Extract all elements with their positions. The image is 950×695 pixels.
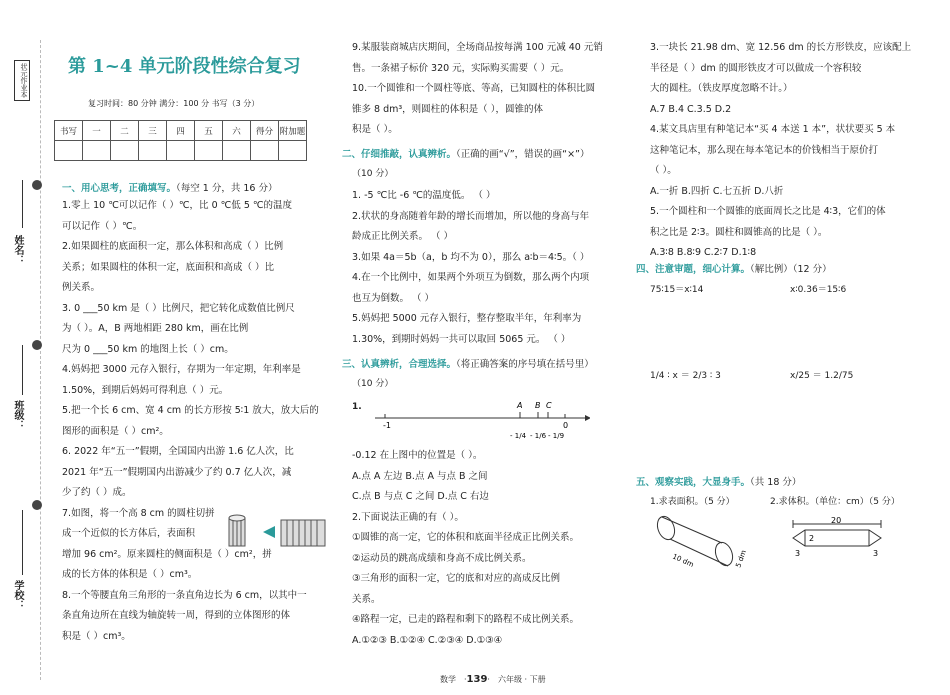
col3a-line: A.3∶8 B.8∶9 C.2∶7 D.1∶8 — [650, 247, 757, 258]
score-header-cell: 得分 — [251, 121, 279, 141]
col1-line: 为（ ）。A，B 两地相距 280 km，画在比例 — [62, 323, 249, 334]
col2c-line: 关系。 — [352, 593, 381, 605]
col2a-line: 积是（ ）。 — [352, 124, 398, 135]
col3a-line: A.一折 B.四折 C.七五折 D.八折 — [650, 185, 784, 197]
col3a-line: 4.某文具店里有种笔记本“买 4 本送 1 本”，状状要买 5 本 — [650, 124, 896, 135]
school-label: 学校： — [12, 580, 23, 610]
cylinder-figure — [650, 510, 750, 580]
tick-c: - 1/9 — [548, 432, 565, 440]
cylinder-diameter: 5 dm — [734, 549, 749, 569]
score-input-cell[interactable] — [279, 141, 307, 161]
score-header-cell: 书写 — [55, 121, 83, 141]
col1-line: 可以记作（ ）℃。 — [62, 220, 143, 232]
col2c-line: A.点 A 左边 B.点 A 与点 B 之间 — [352, 470, 488, 482]
page-title: 第 1~4 单元阶段性综合复习 — [68, 56, 301, 77]
numline-right: 0 — [563, 421, 569, 430]
col2b-line: 2.状状的身高随着年龄的增长而增加，所以他的身高与年 — [352, 210, 590, 222]
col3-questions-a — [650, 38, 932, 264]
col1-line: 3. 0 ___50 km 是（ ）比例尺，把它转化成数值比例尺 — [62, 302, 295, 314]
score-input-cell[interactable] — [111, 141, 139, 161]
score-header-cell: 五 — [195, 121, 223, 141]
col2b-line: 龄成正比例关系。 （ ） — [352, 231, 454, 242]
dimension-3-left: 3 — [795, 549, 801, 558]
col2c-line: -0.12 在上图中的位置是（ ）。 — [352, 450, 483, 461]
binding-hole — [32, 500, 42, 510]
score-header-cell: 附加题 — [279, 121, 307, 141]
col1-line: 6. 2022 年“五一”假期，全国国内出游 1.6 亿人次，比 — [62, 446, 294, 457]
section-1-questions — [62, 196, 332, 647]
equation-4: x/25 ＝ 1.2/75 — [790, 371, 854, 381]
score-header-cell: 二 — [111, 121, 139, 141]
col2c-line: ③三角形的面积一定，它的底和对应的高成反比例 — [352, 573, 561, 584]
score-header-cell: 六 — [223, 121, 251, 141]
col2a-line: 售。一条裙子标价 320 元，实际购买需要（ ）元。 — [352, 62, 570, 74]
binding-hole — [32, 180, 42, 190]
col3a-line: 半径是（ ）dm 的圆形铁皮才可以做成一个容积较 — [650, 62, 862, 74]
col3a-line: A.7 B.4 C.3.5 D.2 — [650, 103, 732, 115]
score-input-cell[interactable] — [223, 141, 251, 161]
point-c: C — [546, 401, 552, 410]
section-5-heading: 五、观察实践，大显身手。（共 18 分） — [636, 477, 802, 488]
col1-line: 1.零上 10 ℃可以记作（ ）℃，比 0 ℃低 5 ℃的温度 — [62, 200, 293, 211]
col2b-line: 3.如果 4a＝5b（a，b 均不为 0），那么 a∶b＝4∶5。（ ） — [352, 251, 590, 263]
score-table — [54, 120, 307, 161]
col1-line: 增加 96 cm²。原来圆柱的侧面积是（ ）cm²，拼 — [62, 548, 272, 560]
section-2-questions — [352, 186, 622, 350]
equation-2: x∶0.36＝15∶6 — [790, 285, 847, 295]
binding-hole — [32, 340, 42, 350]
col2-questions-a — [352, 38, 622, 141]
dimension-3-right: 3 — [873, 549, 879, 558]
col2c-line: ②运动员的跳高成绩和身高不成比例关系。 — [352, 552, 532, 564]
score-input-cell[interactable] — [55, 141, 83, 161]
col2b-line: 4.在一个比例中，如果两个外项互为倒数，那么两个内项 — [352, 272, 590, 283]
section-2-points: （10 分） — [352, 169, 394, 179]
col1-line: 关系；如果圆柱的体积一定，底面积和高成（ ）比 — [62, 261, 275, 273]
cut-line — [40, 40, 41, 680]
col2b-line: 1.30%，到期时妈妈一共可以取回 5065 元。 （ ） — [352, 333, 571, 345]
col3a-line: 大的圆柱。（铁皮厚度忽略不计。） — [650, 83, 793, 94]
col3a-line: （ ）。 — [650, 165, 677, 176]
equation-3: 1/4 ∶ x ＝ 2/3 ∶ 3 — [650, 371, 721, 381]
score-header-cell: 三 — [139, 121, 167, 141]
col2c-line: A.①②③ B.①②④ C.②③④ D.①③④ — [352, 634, 503, 646]
volume-question: 2.求体积。（单位：cm）（5 分） — [770, 497, 900, 507]
score-input-cell[interactable] — [167, 141, 195, 161]
col3a-line: 积之比是 2∶3。圆柱和圆锥高的比是（ ）。 — [650, 226, 828, 238]
col2a-line: 10.一个圆锥和一个圆柱等底、等高，已知圆柱的体积比圆 — [352, 83, 596, 94]
numline-left: -1 — [383, 421, 391, 430]
col1-line: 2.如果圆柱的底面积一定，那么体积和高成（ ）比例 — [62, 241, 284, 252]
section-3-points: （10 分） — [352, 379, 394, 389]
col1-line: 8.一个等腰直角三角形的一条直角边长为 6 cm，以其中一 — [62, 589, 307, 601]
col1-line: 少了约（ ）成。 — [62, 487, 132, 498]
col1-line: 成的长方体的体积是（ ）cm³。 — [62, 569, 198, 580]
col2a-line: 9.某服装商城店庆期间，全场商品按每满 100 元减 40 元销 — [352, 42, 603, 53]
score-input-cell[interactable] — [195, 141, 223, 161]
col3a-line: 3.一块长 21.98 dm、宽 12.56 dm 的长方形铁皮，应该配上 — [650, 42, 912, 53]
section-3-options — [352, 446, 622, 651]
tick-b: - 1/6 — [530, 432, 547, 440]
col3a-line: 这种笔记本，那么现在每本笔记本的价钱相当于原价打 — [650, 144, 879, 156]
dimension-20: 20 — [831, 516, 842, 525]
score-input-cell[interactable] — [251, 141, 279, 161]
col2c-line: ④路程一定，已走的路程和剩下的路程不成比例关系。 — [352, 614, 580, 625]
section-3-heading: 三、认真辨析，合理选择。（将正确答案的序号填在括号里） — [342, 359, 594, 370]
col1-line: 条直角边所在直线为轴旋转一周，得到的立体图形的体 — [62, 610, 291, 621]
score-header-cell: 四 — [167, 121, 195, 141]
dimension-2: 2 — [809, 534, 815, 543]
cone-cylinder-figure — [785, 516, 890, 561]
col2c-line: ①圆锥的高一定，它的体积和底面半径成正比例关系。 — [352, 532, 580, 543]
col1-line: 成一个近似的长方体后，表面积 — [62, 528, 196, 539]
cylinder-cut-figure — [225, 512, 333, 552]
col2b-line: 5.妈妈把 5000 元存入银行，整存整取半年，年利率为 — [352, 313, 582, 324]
class-line — [22, 345, 23, 395]
col1-line: 积是（ ）cm³。 — [62, 630, 131, 642]
exam-meta: 复习时间：80 分钟 满分：100 分 书写（3 分） — [88, 99, 260, 108]
binding-strip — [0, 0, 45, 695]
point-b: B — [535, 401, 541, 410]
col3a-line: 5.一个圆柱和一个圆锥的底面周长之比是 4∶3，它们的体 — [650, 206, 886, 217]
col2c-line: C.点 B 与点 C 之间 D.点 C 右边 — [352, 491, 489, 502]
col1-line: 2021 年“五一”假期国内出游减少了约 0.7 亿人次，减 — [62, 466, 292, 478]
equation-1: 75∶15＝x∶14 — [650, 285, 704, 295]
col2b-line: 也互为倒数。 （ ） — [352, 292, 435, 304]
score-header-cell: 一 — [83, 121, 111, 141]
name-label: 姓名： — [12, 235, 23, 265]
question-1-label: 1. — [352, 402, 362, 412]
section-1-heading: 一、用心思考，正确填写。（每空 1 分，共 16 分） — [62, 183, 278, 194]
col1-line: 图形的面积是（ ）cm²。 — [62, 425, 169, 437]
col1-line: 5.把一个长 6 cm、宽 4 cm 的长方形按 5∶1 放大，放大后的 — [62, 405, 319, 416]
school-line — [22, 510, 23, 575]
col2a-line: 锥多 8 dm³，则圆柱的体积是（ ），圆锥的体 — [352, 103, 543, 115]
col1-line: 1.50%，到期后妈妈可得利息（ ）元。 — [62, 384, 229, 396]
section-2-heading: 二、仔细推敲，认真辨析。（正确的画“√”，错误的画“×”） — [342, 149, 590, 160]
col2b-line: 1. -5 ℃比 -6 ℃的温度低。 （ ） — [352, 190, 496, 201]
page-footer: 数学 ·139· 六年级 · 下册 — [440, 674, 546, 685]
cylinder-length: 10 dm — [671, 552, 695, 569]
surface-area-question: 1.求表面积。（5 分） — [650, 497, 735, 507]
col2c-line: 2.下面说法正确的有（ ）。 — [352, 511, 464, 523]
number-line — [370, 398, 590, 442]
score-input-cell[interactable] — [139, 141, 167, 161]
col1-line: 例关系。 — [62, 282, 101, 293]
tick-a: - 1/4 — [510, 432, 527, 440]
section-4-heading: 四、注意审题，细心计算。（解比例）（12 分） — [636, 264, 832, 275]
col1-line: 4.妈妈把 3000 元存入银行，存期为一年定期，年利率是 — [62, 364, 301, 375]
brand-label: 状元作业本 — [14, 60, 30, 101]
point-a: A — [517, 401, 523, 410]
col1-line: 7.如图，将一个高 8 cm 的圆柱切拼 — [62, 507, 215, 519]
class-label: 班级： — [12, 400, 23, 430]
score-input-cell[interactable] — [83, 141, 111, 161]
col1-line: 尺为 0 ___50 km 的地图上长（ ）cm。 — [62, 343, 234, 355]
name-line — [22, 180, 23, 228]
